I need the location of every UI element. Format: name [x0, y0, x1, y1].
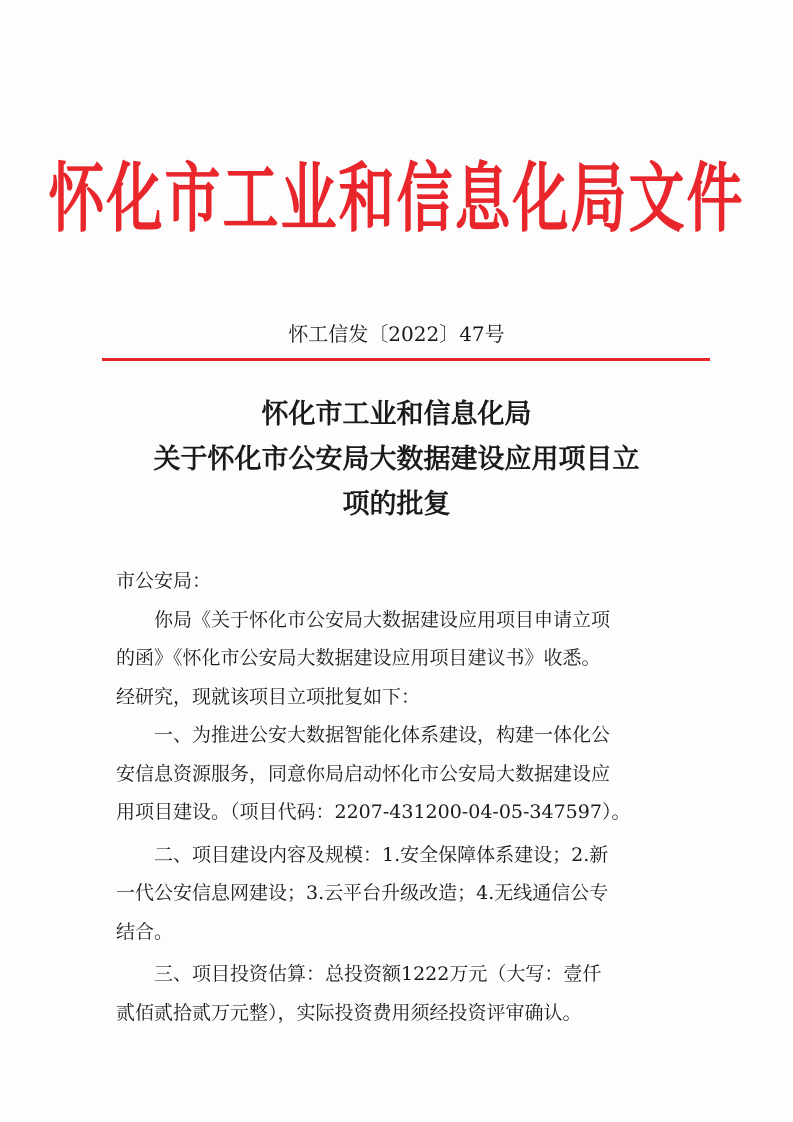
body-line: 贰佰贰拾贰万元整），实际投资费用须经投资评审确认。 [116, 1001, 582, 1024]
document-body [116, 562, 688, 1032]
document-number: 怀工信发〔2022〕47号 [288, 322, 505, 346]
red-divider-line [102, 358, 710, 361]
title-line-1: 怀化市工业和信息化局 [261, 399, 532, 430]
body-line: 的函》《怀化市公安局大数据建设应用项目建议书》收悉。 [116, 647, 601, 669]
title-line-2: 关于怀化市公安局大数据建设应用项目立 [153, 444, 640, 475]
body-line: 一、为推进公安大数据智能化体系建设，构建一体化公 [154, 724, 611, 746]
title-line-3: 项的批复 [342, 489, 451, 520]
body-line: 你局《关于怀化市公安局大数据建设应用项目申请立项 [154, 608, 611, 631]
addressee: 市公安局： [116, 570, 212, 592]
body-line: 安信息资源服务，同意你局启动怀化市公安局大数据建设应 [116, 762, 611, 785]
document-title [60, 392, 733, 527]
body-line: 结合。 [116, 920, 174, 943]
masthead-title: 怀化市工业和信息化局文件 [48, 155, 745, 244]
body-line: 三、项目投资估算：总投资额1222万元（大写：壹仟 [154, 963, 602, 985]
body-line: 二、项目建设内容及规模：1.安全保障体系建设；2.新 [154, 843, 609, 866]
body-line: 经研究，现就该项目立项批复如下： [116, 685, 421, 708]
body-line: 一代公安信息网建设；3.云平台升级改造；4.无线通信公专 [116, 882, 609, 904]
body-line: 用项目建设。（项目代码：2207-431200-04-05-347597）。 [116, 801, 631, 823]
